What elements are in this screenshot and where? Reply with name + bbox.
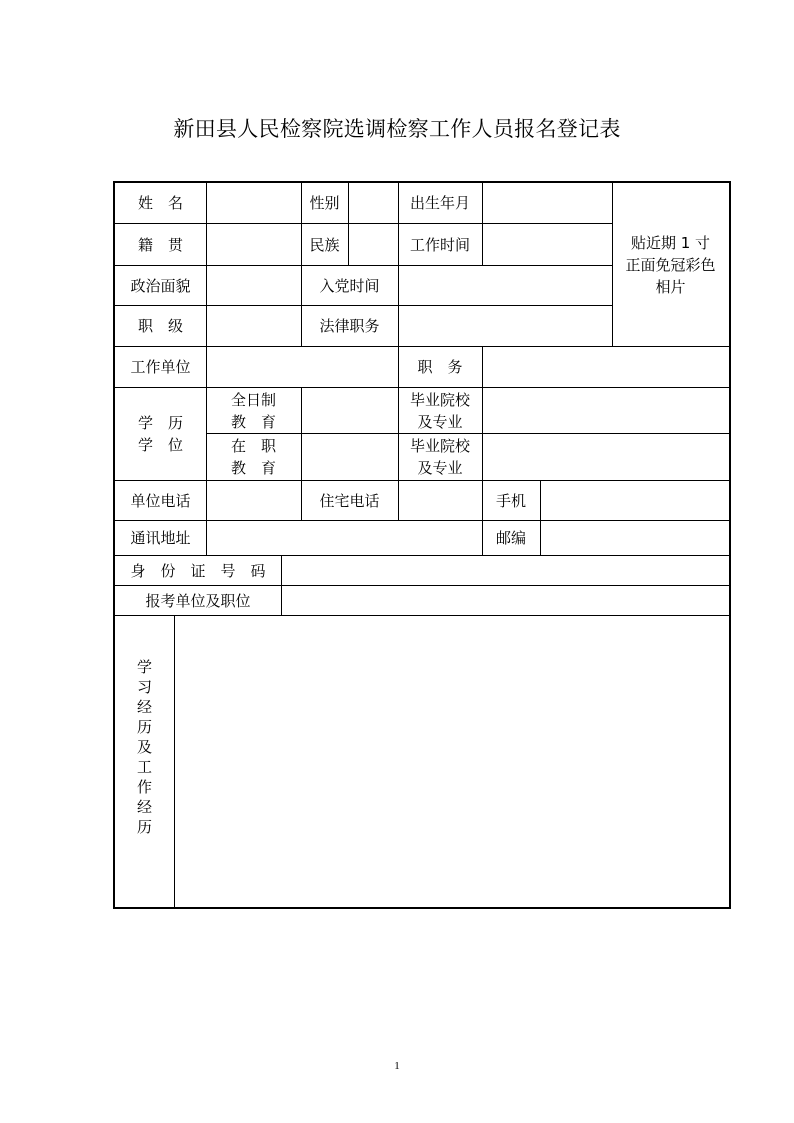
school-major-line: 及专业: [417, 412, 463, 431]
photo-note-line: 相片: [655, 277, 686, 296]
school-major2-line: 毕业院校: [409, 437, 470, 455]
history-char: 历: [136, 817, 152, 836]
school-major-field[interactable]: [483, 388, 729, 433]
address-label: 通讯地址: [130, 529, 191, 547]
photo-note-line: 贴近期 1 寸: [630, 233, 711, 252]
ethnicity-field[interactable]: [349, 224, 398, 265]
gender-field[interactable]: [349, 183, 398, 223]
inservice-edu-line: 教 育: [230, 459, 276, 477]
mobile-field[interactable]: [541, 481, 729, 520]
history-char: 历: [136, 717, 152, 736]
school-major2-line: 及专业: [417, 459, 463, 477]
address-field[interactable]: [207, 521, 482, 555]
mobile-label: 手机: [495, 491, 526, 510]
political-status-field[interactable]: [207, 266, 301, 305]
id-number-field[interactable]: [282, 556, 729, 585]
fulltime-edu-label: [206, 388, 301, 433]
school-major-label: [398, 388, 482, 433]
photo-note-line: 正面免冠彩色: [625, 255, 716, 274]
edu-degree-line: 学 位: [137, 436, 183, 454]
legal-post-field[interactable]: [399, 306, 612, 346]
history-char: 习: [136, 677, 152, 696]
rank-field[interactable]: [207, 306, 301, 346]
work-phone-label: 单位电话: [130, 491, 191, 510]
history-label: [115, 616, 174, 907]
birth-field[interactable]: [483, 183, 612, 223]
legal-post-label: 法律职务: [319, 317, 380, 335]
work-start-field[interactable]: [483, 224, 612, 265]
school-major2-field[interactable]: [483, 434, 729, 480]
party-join-field[interactable]: [399, 266, 612, 305]
home-phone-field[interactable]: [399, 481, 482, 520]
history-char: 学: [136, 657, 152, 676]
history-field[interactable]: [175, 616, 729, 907]
school-major2-label: [398, 434, 482, 480]
history-char: 作: [136, 777, 152, 796]
ethnicity-label: 民族: [309, 235, 340, 254]
school-major-line: 毕业院校: [409, 390, 470, 409]
party-join-label: 入党时间: [319, 276, 380, 295]
native-place-label: 籍 贯: [137, 235, 183, 254]
rank-label: 职 级: [137, 317, 183, 335]
history-char: 经: [136, 697, 152, 716]
name-field[interactable]: [207, 183, 301, 223]
page-number: 1: [394, 1060, 400, 1072]
work-unit-label: 工作单位: [130, 358, 191, 376]
work-unit-field[interactable]: [207, 347, 398, 387]
fulltime-edu-line: 教 育: [230, 412, 276, 431]
fulltime-edu-field[interactable]: [302, 388, 398, 433]
work-start-label: 工作时间: [409, 235, 470, 254]
work-phone-field[interactable]: [207, 481, 301, 520]
apply-unit-label: 报考单位及职位: [145, 591, 251, 610]
edu-degree-label: [115, 388, 206, 480]
fulltime-edu-line: 全日制: [230, 390, 276, 409]
form-title: 新田县人民检察院选调检察工作人员报名登记表: [173, 117, 621, 141]
gender-label: 性别: [309, 194, 340, 212]
history-char: 经: [136, 797, 152, 816]
political-status-label: 政治面貌: [130, 276, 191, 295]
photo-placeholder[interactable]: [612, 183, 729, 346]
position-label: 职 务: [417, 358, 463, 376]
inservice-edu-label: [206, 434, 301, 480]
history-char: 工: [136, 757, 152, 776]
inservice-edu-field[interactable]: [302, 434, 398, 480]
id-number-label: 身 份 证 号 码: [130, 561, 266, 580]
postcode-label: 邮编: [495, 529, 526, 547]
edu-degree-line: 学 历: [137, 414, 183, 432]
postcode-field[interactable]: [541, 521, 729, 555]
history-char: 及: [136, 737, 152, 756]
position-field[interactable]: [483, 347, 729, 387]
birth-label: 出生年月: [409, 194, 470, 212]
registration-form: [113, 181, 731, 909]
native-place-field[interactable]: [207, 224, 301, 265]
inservice-edu-line: 在 职: [230, 437, 276, 455]
apply-unit-field[interactable]: [282, 586, 729, 615]
name-label: 姓 名: [137, 194, 183, 212]
home-phone-label: 住宅电话: [319, 491, 380, 510]
